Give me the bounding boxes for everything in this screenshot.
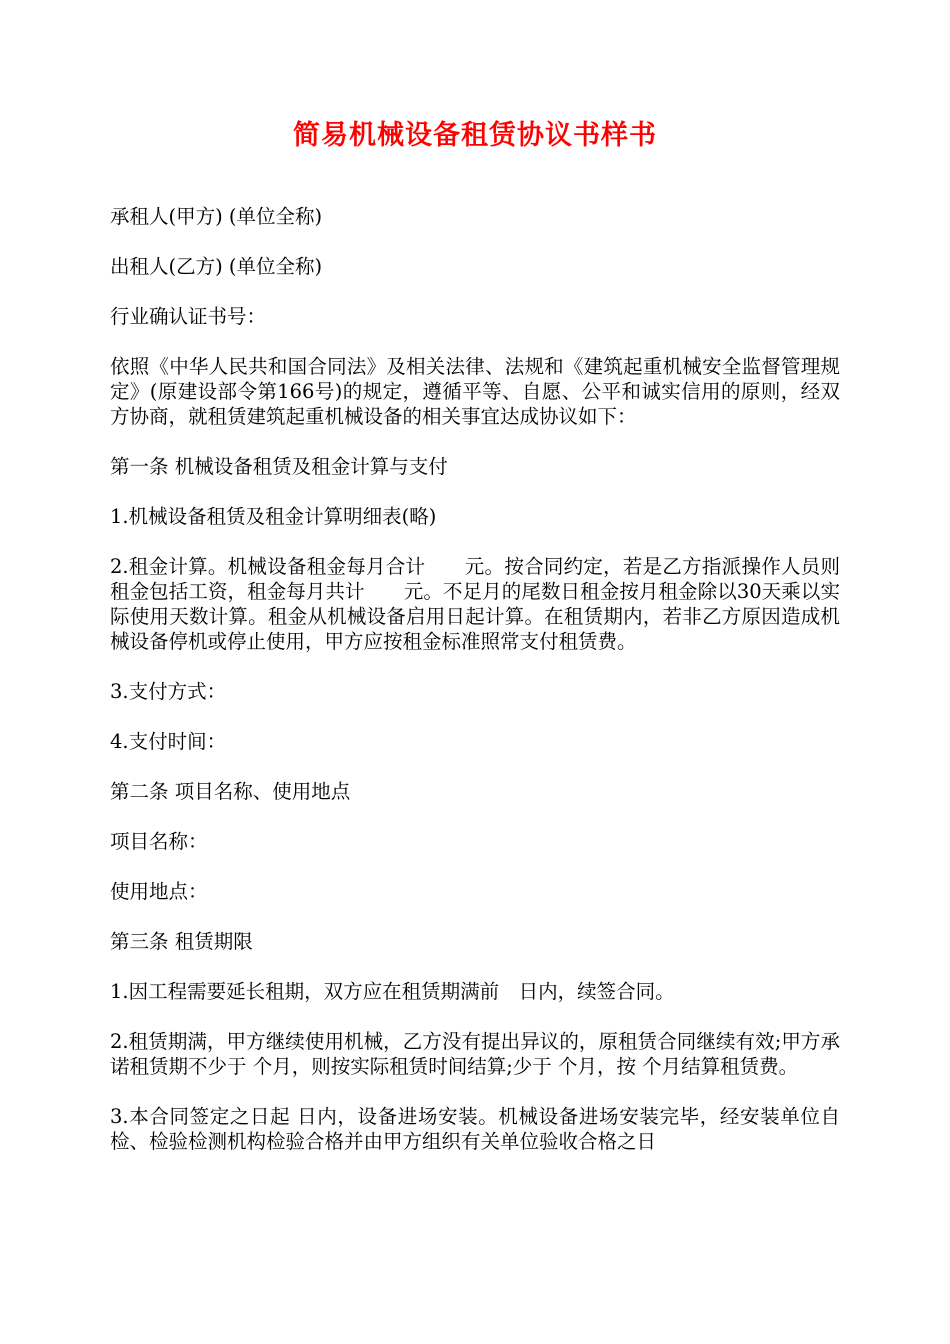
article-3-item-1: 1.因工程需要延长租期，双方应在租赁期满前 日内，续签合同。: [110, 980, 675, 1003]
lessor-line: 出租人(乙方) (单位全称): [110, 255, 323, 278]
article-1-item-2: 2.租金计算。机械设备租金每月合计 元。按合同约定，若是乙方指派操作人员则租金包括工资，租金每月共计 元。不足月的尾数日租金按月租金除以30天乘以实际使用天数计算。租金从机械设备启用日起计算。在租赁期内，若非乙方原因造成机械设备停机或停止使用，甲方应按租金标准照常支付租赁费。: [110, 555, 840, 653]
project-name-line: 项目名称：: [110, 830, 208, 853]
article-1-item-4: 4.支付时间：: [110, 730, 227, 753]
lessee-line: 承租人(甲方) (单位全称): [110, 205, 323, 228]
article-3-item-2: 2.租赁期满，甲方继续使用机械，乙方没有提出异议的，原租赁合同继续有效;甲方承诺租赁期不少于 个月，则按实际租赁时间结算;少于 个月，按 个月结算租赁费。: [110, 1030, 840, 1078]
article-3-item-3: 3.本合同签定之日起 日内，设备进场安装。机械设备进场安装完毕，经安装单位自检、检验检测机构检验合格并由甲方组织有关单位验收合格之日: [110, 1105, 840, 1153]
article-1-item-3: 3.支付方式：: [110, 680, 227, 703]
article-1-heading: 第一条 机械设备租赁及租金计算与支付: [110, 455, 448, 478]
usage-location-line: 使用地点：: [110, 880, 208, 903]
certificate-line: 行业确认证书号：: [110, 305, 267, 328]
preamble-paragraph: 依照《中华人民共和国合同法》及相关法律、法规和《建筑起重机械安全监督管理规定》(原建设部令第166号)的规定，遵循平等、自愿、公平和诚实信用的原则，经双方协商，就租赁建筑起重机械设备的相关事宜达成协议如下：: [110, 355, 840, 428]
document-title: 简易机械设备租赁协议书样书: [293, 120, 657, 151]
article-3-heading: 第三条 租赁期限: [110, 930, 253, 953]
article-1-item-1: 1.机械设备租赁及租金计算明细表(略): [110, 505, 437, 528]
article-2-heading: 第二条 项目名称、使用地点: [110, 780, 351, 803]
